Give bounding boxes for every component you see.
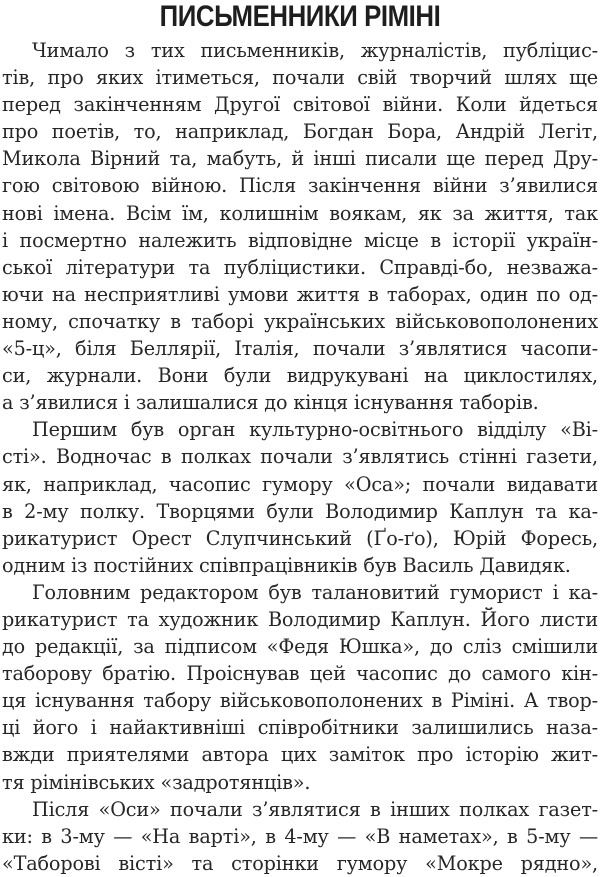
text-line: си, журнали. Вони були видрукувані на циклостилях, xyxy=(2,364,598,388)
text-line: до редакції, за підписом «Федя Юшка», до сліз смішили xyxy=(2,635,598,659)
text-line: ки: в 3-му — «На варті», в 4-му — «В наметах», в 5-му — xyxy=(2,824,598,848)
text-line: ця існування табору військовополонених в Ріміні. А твор- xyxy=(2,689,598,713)
text-line: про поетів, то, наприклад, Богдан Бора, Андрій Легіт, xyxy=(2,120,598,144)
text-line: сті». Водночас в полках почали з’являтись стінні газети, xyxy=(2,445,598,469)
text-line: ючи на несприятливі умови життя в таборах, один по од- xyxy=(2,282,598,306)
page-title: ПИСЬМЕННИКИ РІМІНІ xyxy=(159,0,441,33)
text-line: в 2-му полку. Творцями були Володимир Каплун та ка- xyxy=(2,499,598,523)
paragraph-first-line: Головним редактором був талановитий гуморист і ка- xyxy=(32,580,598,604)
text-line: ці його і найактивніші співробітники залишились наза- xyxy=(2,716,598,740)
text-line: рикатурист Орест Слупчинський (Ґо-ґо), Юрій Форесь, xyxy=(2,526,598,550)
text-line: одним із постійних співпрацівників був Василь Давидяк. xyxy=(2,553,571,577)
text-line: ської літератури та публіцистики. Справді-бо, незважа- xyxy=(2,255,598,279)
text-line: таборову братію. Проіснував цей часопис до самого кін- xyxy=(2,662,598,686)
body-text xyxy=(2,37,598,877)
text-line: ному, спочатку в таборі українських військовополонених xyxy=(2,309,598,333)
text-line: тя рімінівських «задротянців». xyxy=(2,770,311,794)
text-line: гою світовою війною. Після закінчення війни з’явилися xyxy=(2,174,598,198)
text-line: «5-ц», біля Беллярії, Італія, почали з’являтися часопи- xyxy=(2,337,598,361)
text-line: а з’явилися і залишалися до кінця існування таборів. xyxy=(2,391,539,415)
paragraph-first-line: Після «Оси» почали з’являтися в інших полках газет- xyxy=(32,797,598,821)
text-line: перед закінченням Другої світової війни. Коли йдеться xyxy=(2,93,598,117)
text-line: як, наприклад, часопис гумору «Оса»; почали видавати xyxy=(2,472,598,496)
text-line: і посмертно належить відповідне місце в історії україн- xyxy=(2,228,598,252)
text-line: нові імена. Всім їм, колишнім воякам, як за життя, так xyxy=(2,201,598,225)
paragraph-first-line: Чимало з тих письменників, журналістів, публіцис- xyxy=(32,39,598,62)
text-line: «Таборові вісті» та сторінки гумору «Мокре рядно», xyxy=(2,851,598,875)
text-line: Микола Вірний та, мабуть, й інші писали ще перед Дру- xyxy=(2,147,598,171)
text-line: рикатурист та художник Володимир Каплун. Його листи xyxy=(2,607,598,631)
text-line: тів, про яких ітиметься, почали свій творчий шлях ще xyxy=(2,66,598,90)
paragraph-first-line: Першим був орган культурно-освітнього відділу «Ві- xyxy=(32,418,598,442)
text-line: вжди приятелями автора цих заміток про історію жит- xyxy=(2,743,598,767)
